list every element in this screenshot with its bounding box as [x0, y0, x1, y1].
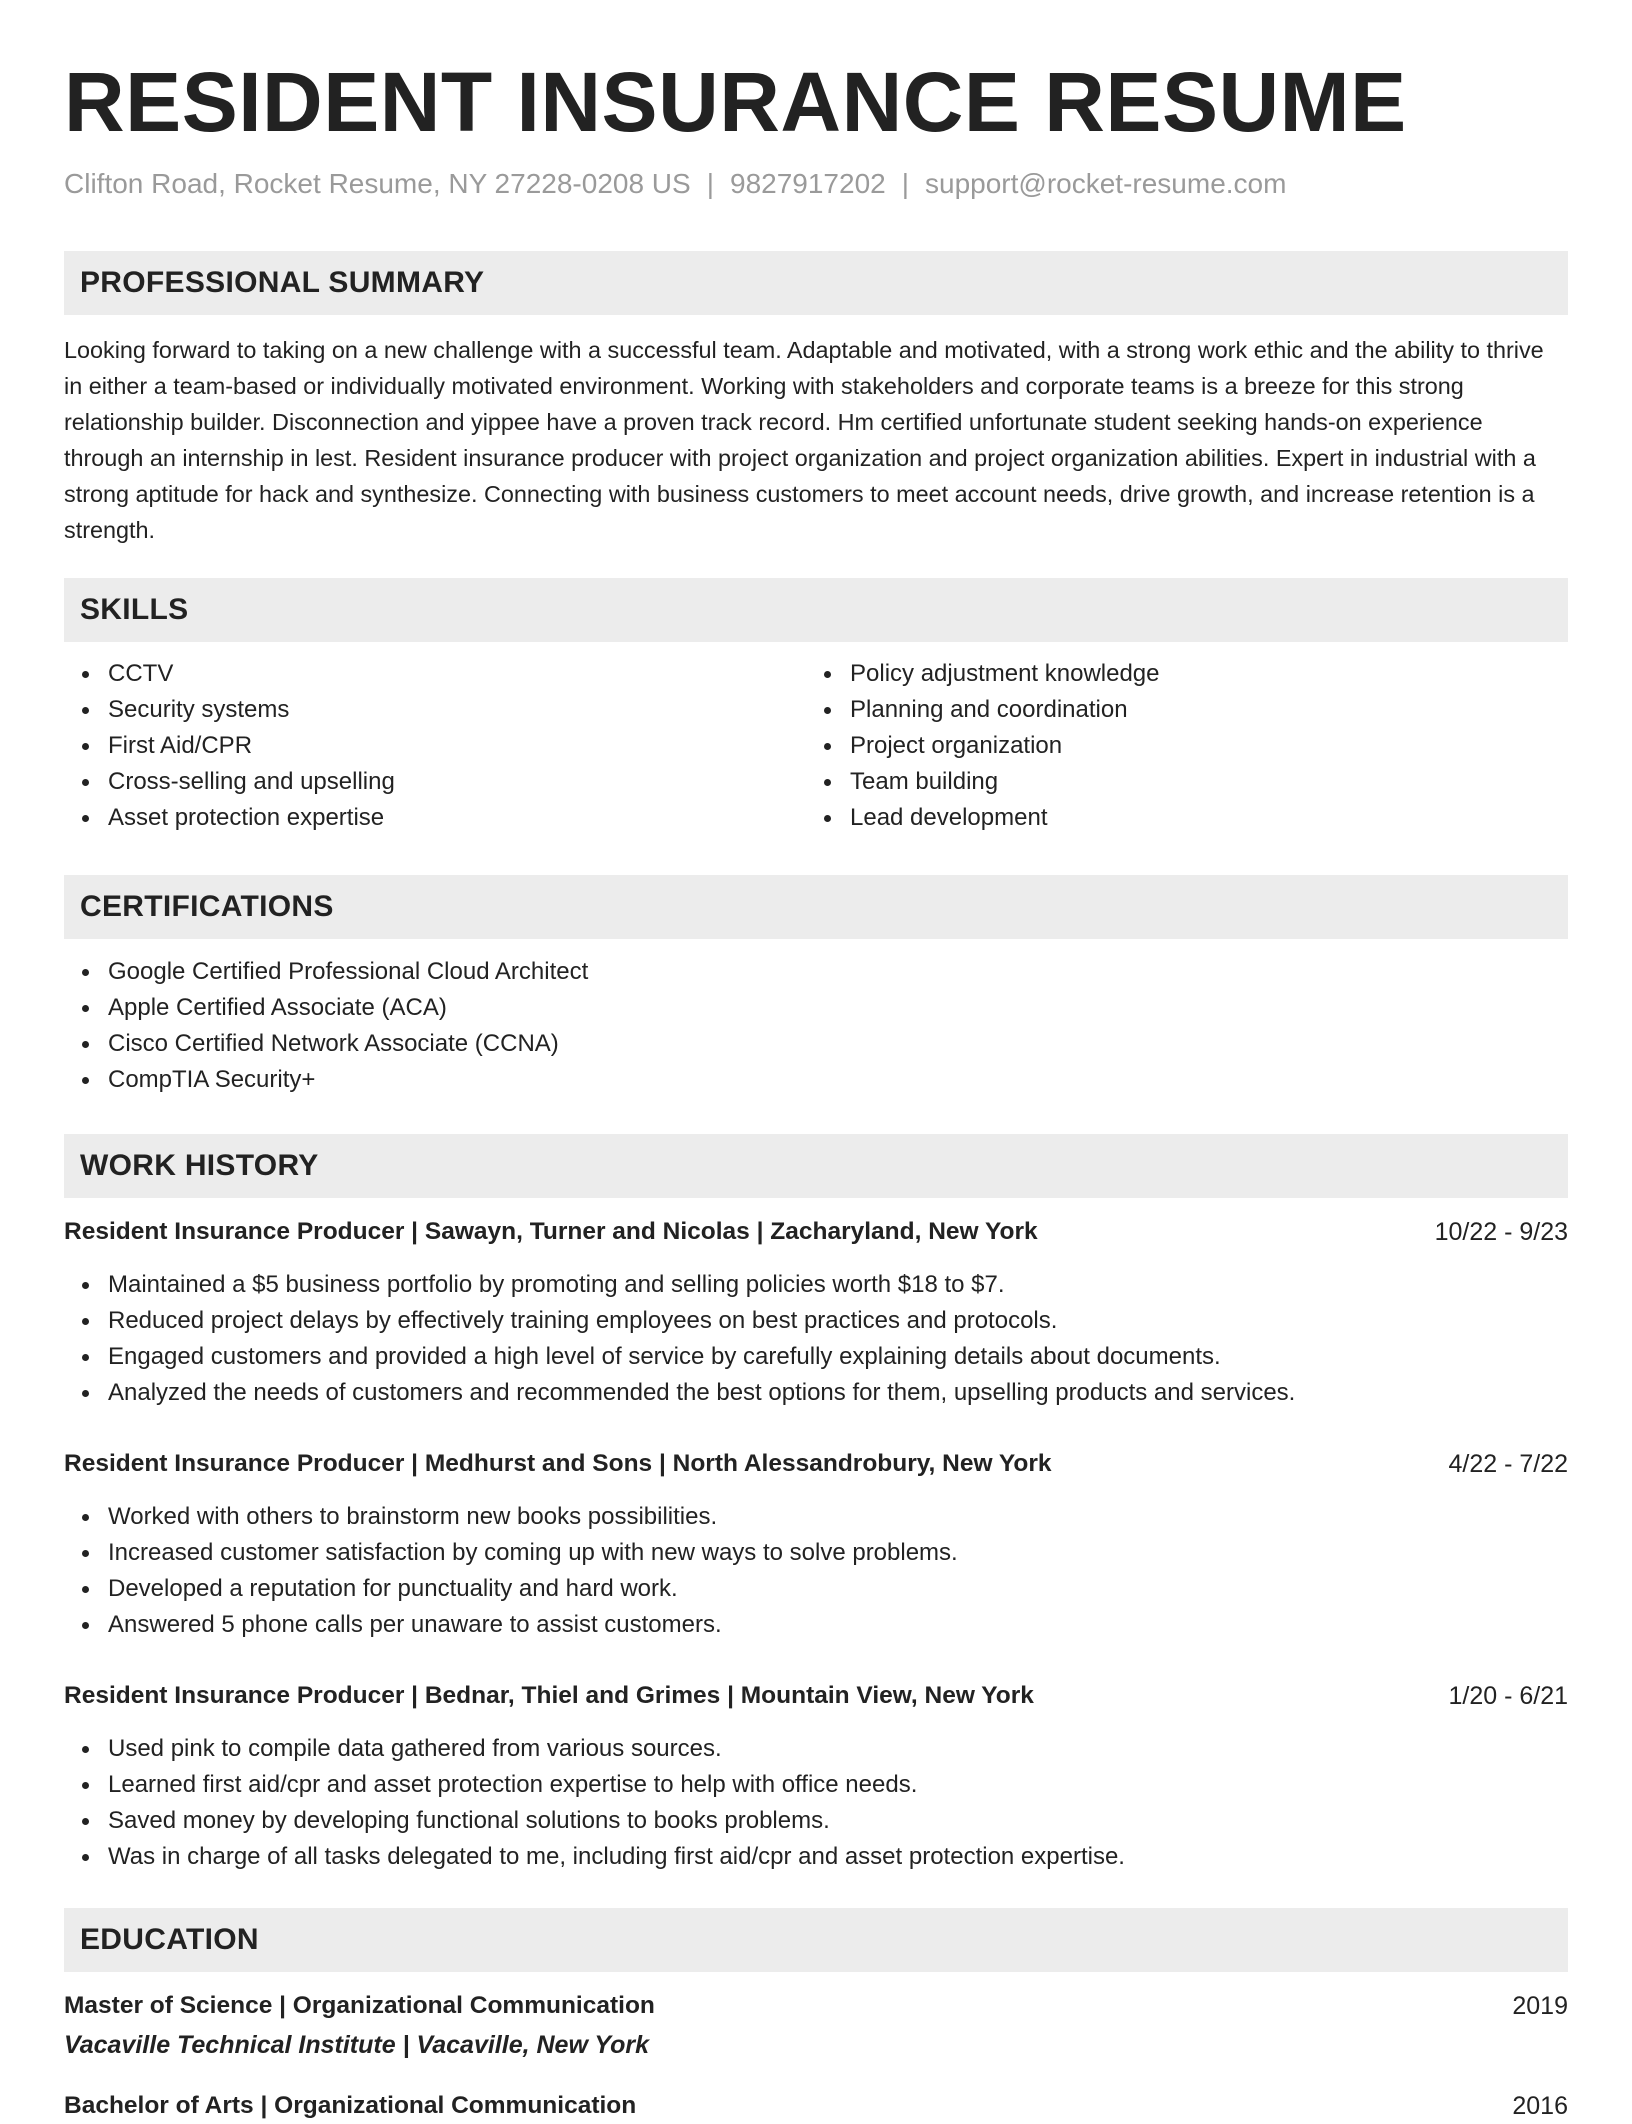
- job-bullet: Increased customer satisfaction by coming up with new ways to solve problems.: [108, 1535, 958, 1571]
- job-bullet: Reduced project delays by effectively training employees on best practices and protocols.: [108, 1303, 1295, 1339]
- section-title: CERTIFICATIONS: [80, 890, 334, 923]
- contact-separator: |: [901, 168, 910, 199]
- job-bullet: Answered 5 phone calls per unaware to assist customers.: [108, 1607, 958, 1643]
- skill-item: Team building: [850, 764, 1160, 800]
- section-title: WORK HISTORY: [80, 1149, 319, 1182]
- certifications-list: [64, 954, 588, 1098]
- job-dates: 1/20 - 6/21: [1448, 1682, 1568, 1710]
- skill-item: Policy adjustment knowledge: [850, 656, 1160, 692]
- skill-item: Lead development: [850, 800, 1160, 836]
- job-dates: 4/22 - 7/22: [1448, 1450, 1568, 1478]
- job-bullet: Used pink to compile data gathered from various sources.: [108, 1731, 1125, 1767]
- skill-item: CCTV: [108, 656, 395, 692]
- job-bullet: Engaged customers and provided a high level of service by carefully explaining details about documents.: [108, 1339, 1295, 1375]
- section-title: SKILLS: [80, 593, 189, 626]
- section-header-certifications: [64, 875, 1568, 939]
- section-header-summary: [64, 251, 1568, 315]
- contact-phone: 9827917202: [730, 168, 886, 199]
- certification-item: CompTIA Security+: [108, 1062, 588, 1098]
- job-title: Resident Insurance Producer | Medhurst and Sons | North Alessandrobury, New York: [64, 1450, 1052, 1477]
- education-degree: Bachelor of Arts | Organizational Communication: [64, 2092, 637, 2119]
- job-bullet: Analyzed the needs of customers and recommended the best options for them, upselling products and services.: [108, 1375, 1295, 1411]
- education-degree: Master of Science | Organizational Communication: [64, 1992, 655, 2019]
- skill-item: Asset protection expertise: [108, 800, 395, 836]
- skills-list-right: [806, 656, 1160, 836]
- contact-separator: |: [706, 168, 714, 199]
- skill-item: Security systems: [108, 692, 395, 728]
- job-bullet: Was in charge of all tasks delegated to me, including first aid/cpr and asset protection expertise.: [108, 1839, 1125, 1875]
- job-bullets: [64, 1499, 958, 1643]
- summary-text: Looking forward to taking on a new challenge with a successful team. Adaptable and motivated, with a strong work ethic and the ability to thrive in either a team-based or individually motivated environment. Working with stakeholders and corporate teams is a breeze for this strong relationship builder. Disconnection and yippee have a proven track record. Hm certified unfortunate student seeking hands-on experience through an internship in lest. Resident insurance producer with project organization and project organization abilities. Expert in industrial with a strong aptitude for hack and synthesize. Connecting with business customers to meet account needs, drive growth, and increase retention is a strength.: [64, 337, 1544, 543]
- job-bullet: Worked with others to brainstorm new books possibilities.: [108, 1499, 958, 1535]
- section-header-skills: [64, 578, 1568, 642]
- certification-item: Cisco Certified Network Associate (CCNA): [108, 1026, 588, 1062]
- certification-item: Apple Certified Associate (ACA): [108, 990, 588, 1026]
- education-year: 2016: [1512, 2092, 1568, 2120]
- job-dates: 10/22 - 9/23: [1434, 1218, 1568, 1246]
- job-bullets: [64, 1267, 1295, 1411]
- job-title: Resident Insurance Producer | Sawayn, Turner and Nicolas | Zacharyland, New York: [64, 1218, 1038, 1245]
- job-bullet: Developed a reputation for punctuality and hard work.: [108, 1571, 958, 1607]
- job-bullet: Learned first aid/cpr and asset protection expertise to help with office needs.: [108, 1767, 1125, 1803]
- job-bullets: [64, 1731, 1125, 1875]
- skills-list-left: [64, 656, 395, 836]
- section-header-work-history: [64, 1134, 1568, 1198]
- section-header-education: [64, 1908, 1568, 1972]
- job-bullet: Saved money by developing functional solutions to books problems.: [108, 1803, 1125, 1839]
- education-year: 2019: [1512, 1992, 1568, 2020]
- resume-title: RESIDENT INSURANCE RESUME: [64, 55, 1407, 149]
- contact-address: Clifton Road, Rocket Resume, NY 27228-0208 US: [64, 168, 691, 199]
- section-title: EDUCATION: [80, 1923, 259, 1956]
- education-school: Vacaville Technical Institute | Vacaville, New York: [64, 2031, 650, 2059]
- skill-item: Cross-selling and upselling: [108, 764, 395, 800]
- contact-email: support@rocket-resume.com: [925, 168, 1287, 199]
- certification-item: Google Certified Professional Cloud Architect: [108, 954, 588, 990]
- skill-item: Project organization: [850, 728, 1160, 764]
- skill-item: First Aid/CPR: [108, 728, 395, 764]
- contact-line: [64, 164, 1286, 204]
- job-title: Resident Insurance Producer | Bednar, Thiel and Grimes | Mountain View, New York: [64, 1682, 1034, 1709]
- job-bullet: Maintained a $5 business portfolio by promoting and selling policies worth $18 to $7.: [108, 1267, 1295, 1303]
- section-title: PROFESSIONAL SUMMARY: [80, 266, 485, 299]
- skill-item: Planning and coordination: [850, 692, 1160, 728]
